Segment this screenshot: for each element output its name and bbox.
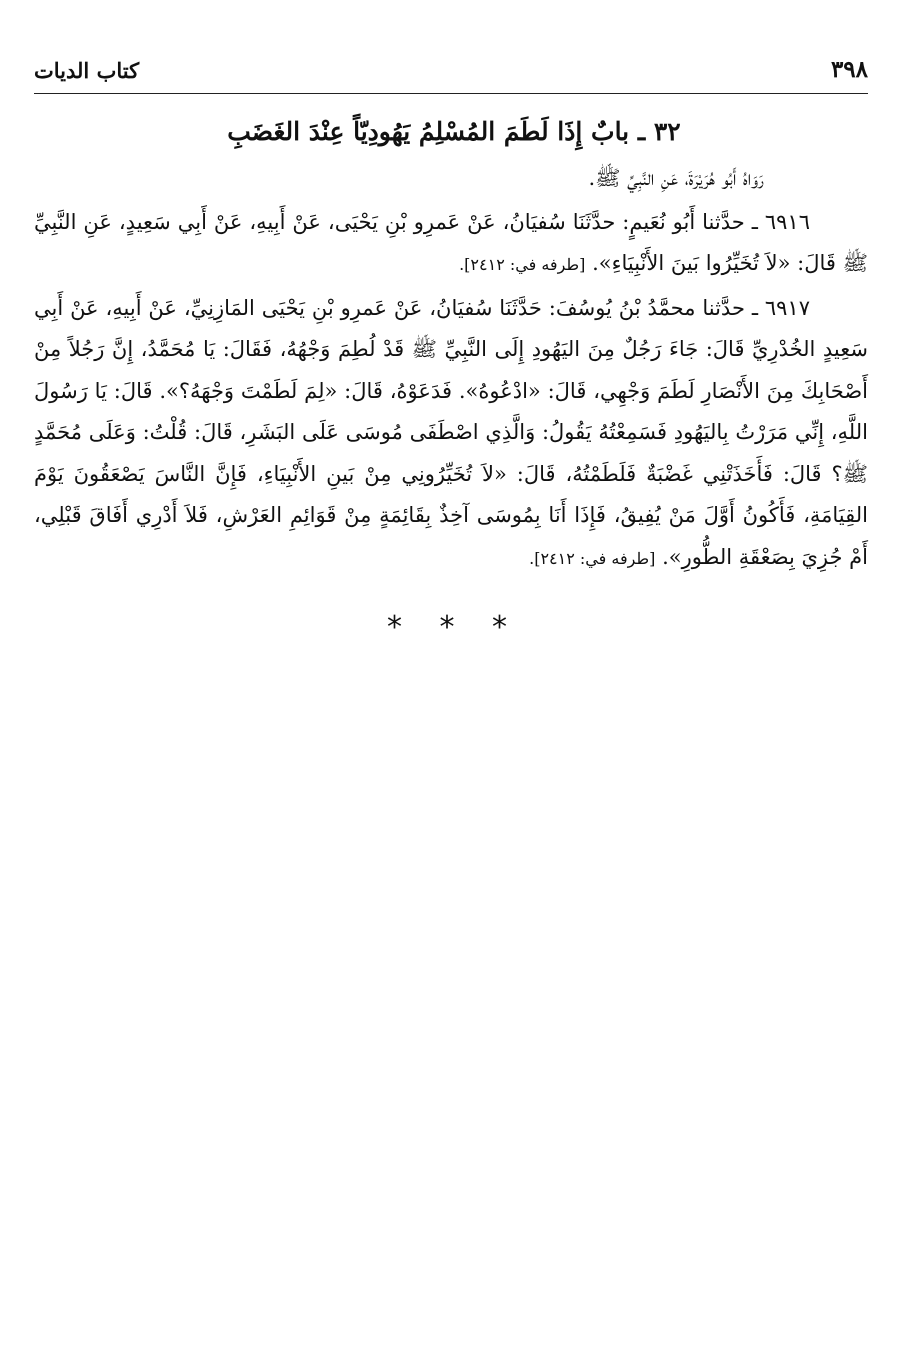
body-text	[34, 158, 868, 579]
running-header	[34, 52, 868, 94]
hadith-separator: ـ	[744, 295, 758, 320]
hadith-paragraph	[34, 288, 868, 580]
page-number: ٣٩٨	[830, 56, 868, 83]
chapter-heading: ٣٢ ـ بابٌ إِذَا لَطَمَ المُسْلِمُ يَهُودِيّاً عِنْدَ الغَضَبِ	[227, 117, 681, 146]
hadith-text: حدَّثنا محمَّدُ بْنُ يُوسُفَ: حَدَّثَنَا سُفيَانُ، عَنْ عَمرِو بْنِ يَحْيَى المَازِنِيِّ، عَنْ أَبِيهِ، عَنْ أَبِي سَعِيدٍ الخُدْرِيِّ قَالَ: جَاءَ رَجُلٌ مِنَ اليَهُودِ إِلَى النَّبِيِّ ﷺ قَدْ لُطِمَ وَجْهُهُ، فَقَالَ: يَا مُحَمَّدُ، إِنَّ رَجُلاً مِنْ أَصْحَابِكَ مِنَ الأَنْصَارِ لَطَمَ وَجْهِي، قَالَ: «ادْعُوهُ». فَدَعَوْهُ، قَالَ: «لِمَ لَطَمْتَ وَجْهَهُ؟». قَالَ: يَا رَسُولَ اللَّهِ، إِنِّي مَرَرْتُ بِاليَهُودِ فَسَمِعْتُهُ يَقُولُ: وَالَّذِي اصْطَفَى مُوسَى عَلَى البَشَرِ، قَالَ: قُلْتُ: وَعَلَى مُحَمَّدٍ ﷺ؟ قَالَ: فَأَخَذَتْنِي غَضْبَةٌ فَلَطَمْتُهُ، قَالَ: «لاَ تُخَيِّرُونِي مِنْ بَينِ الأَنْبِيَاءِ، فَإِنَّ النَّاسَ يَصْعَقُونَ يَوْمَ القِيَامَةِ، فَأَكُونُ أَوَّلَ مَنْ يُفِيقُ، فَإِذَا أَنَا بِمُوسَى آخِذٌ بِقَائِمَةٍ مِنْ قَوَائِمِ العَرْشِ، فَلاَ أَدْرِي أَفَاقَ قَبْلِي، أَمْ جُزِيَ بِصَعْقَةِ الطُّورِ».	[34, 295, 868, 569]
cross-reference: [طرفه في: ٢٤١٢].	[459, 255, 586, 274]
hadith-paragraph	[34, 202, 868, 286]
book-title: كتاب الديات	[34, 58, 140, 83]
hadith-separator: ـ	[744, 209, 758, 234]
hadith-text: حدَّثنا أَبُو نُعَيمٍ: حدَّثَنَا سُفيَانُ، عَنْ عَمرِو بْنِ يَحْيَى، عَنْ أَبِيهِ، عَنْ أَبِي سَعِيدٍ، عَنِ النَّبِيِّ ﷺ قَالَ: «لاَ تُخَيِّرُوا بَينَ الأَنْبِيَاءِ».	[34, 209, 868, 275]
intro-line: رَوَاهُ أَبُو هُرَيْرَةَ، عَنِ النَّبِيِّ ﷺ.	[588, 166, 764, 190]
section-divider: * * *	[386, 610, 522, 645]
cross-reference: [طرفه في: ٢٤١٢].	[529, 548, 656, 568]
hadith-number: ٦٩١٧	[764, 295, 810, 320]
hadith-number: ٦٩١٦	[764, 209, 810, 234]
